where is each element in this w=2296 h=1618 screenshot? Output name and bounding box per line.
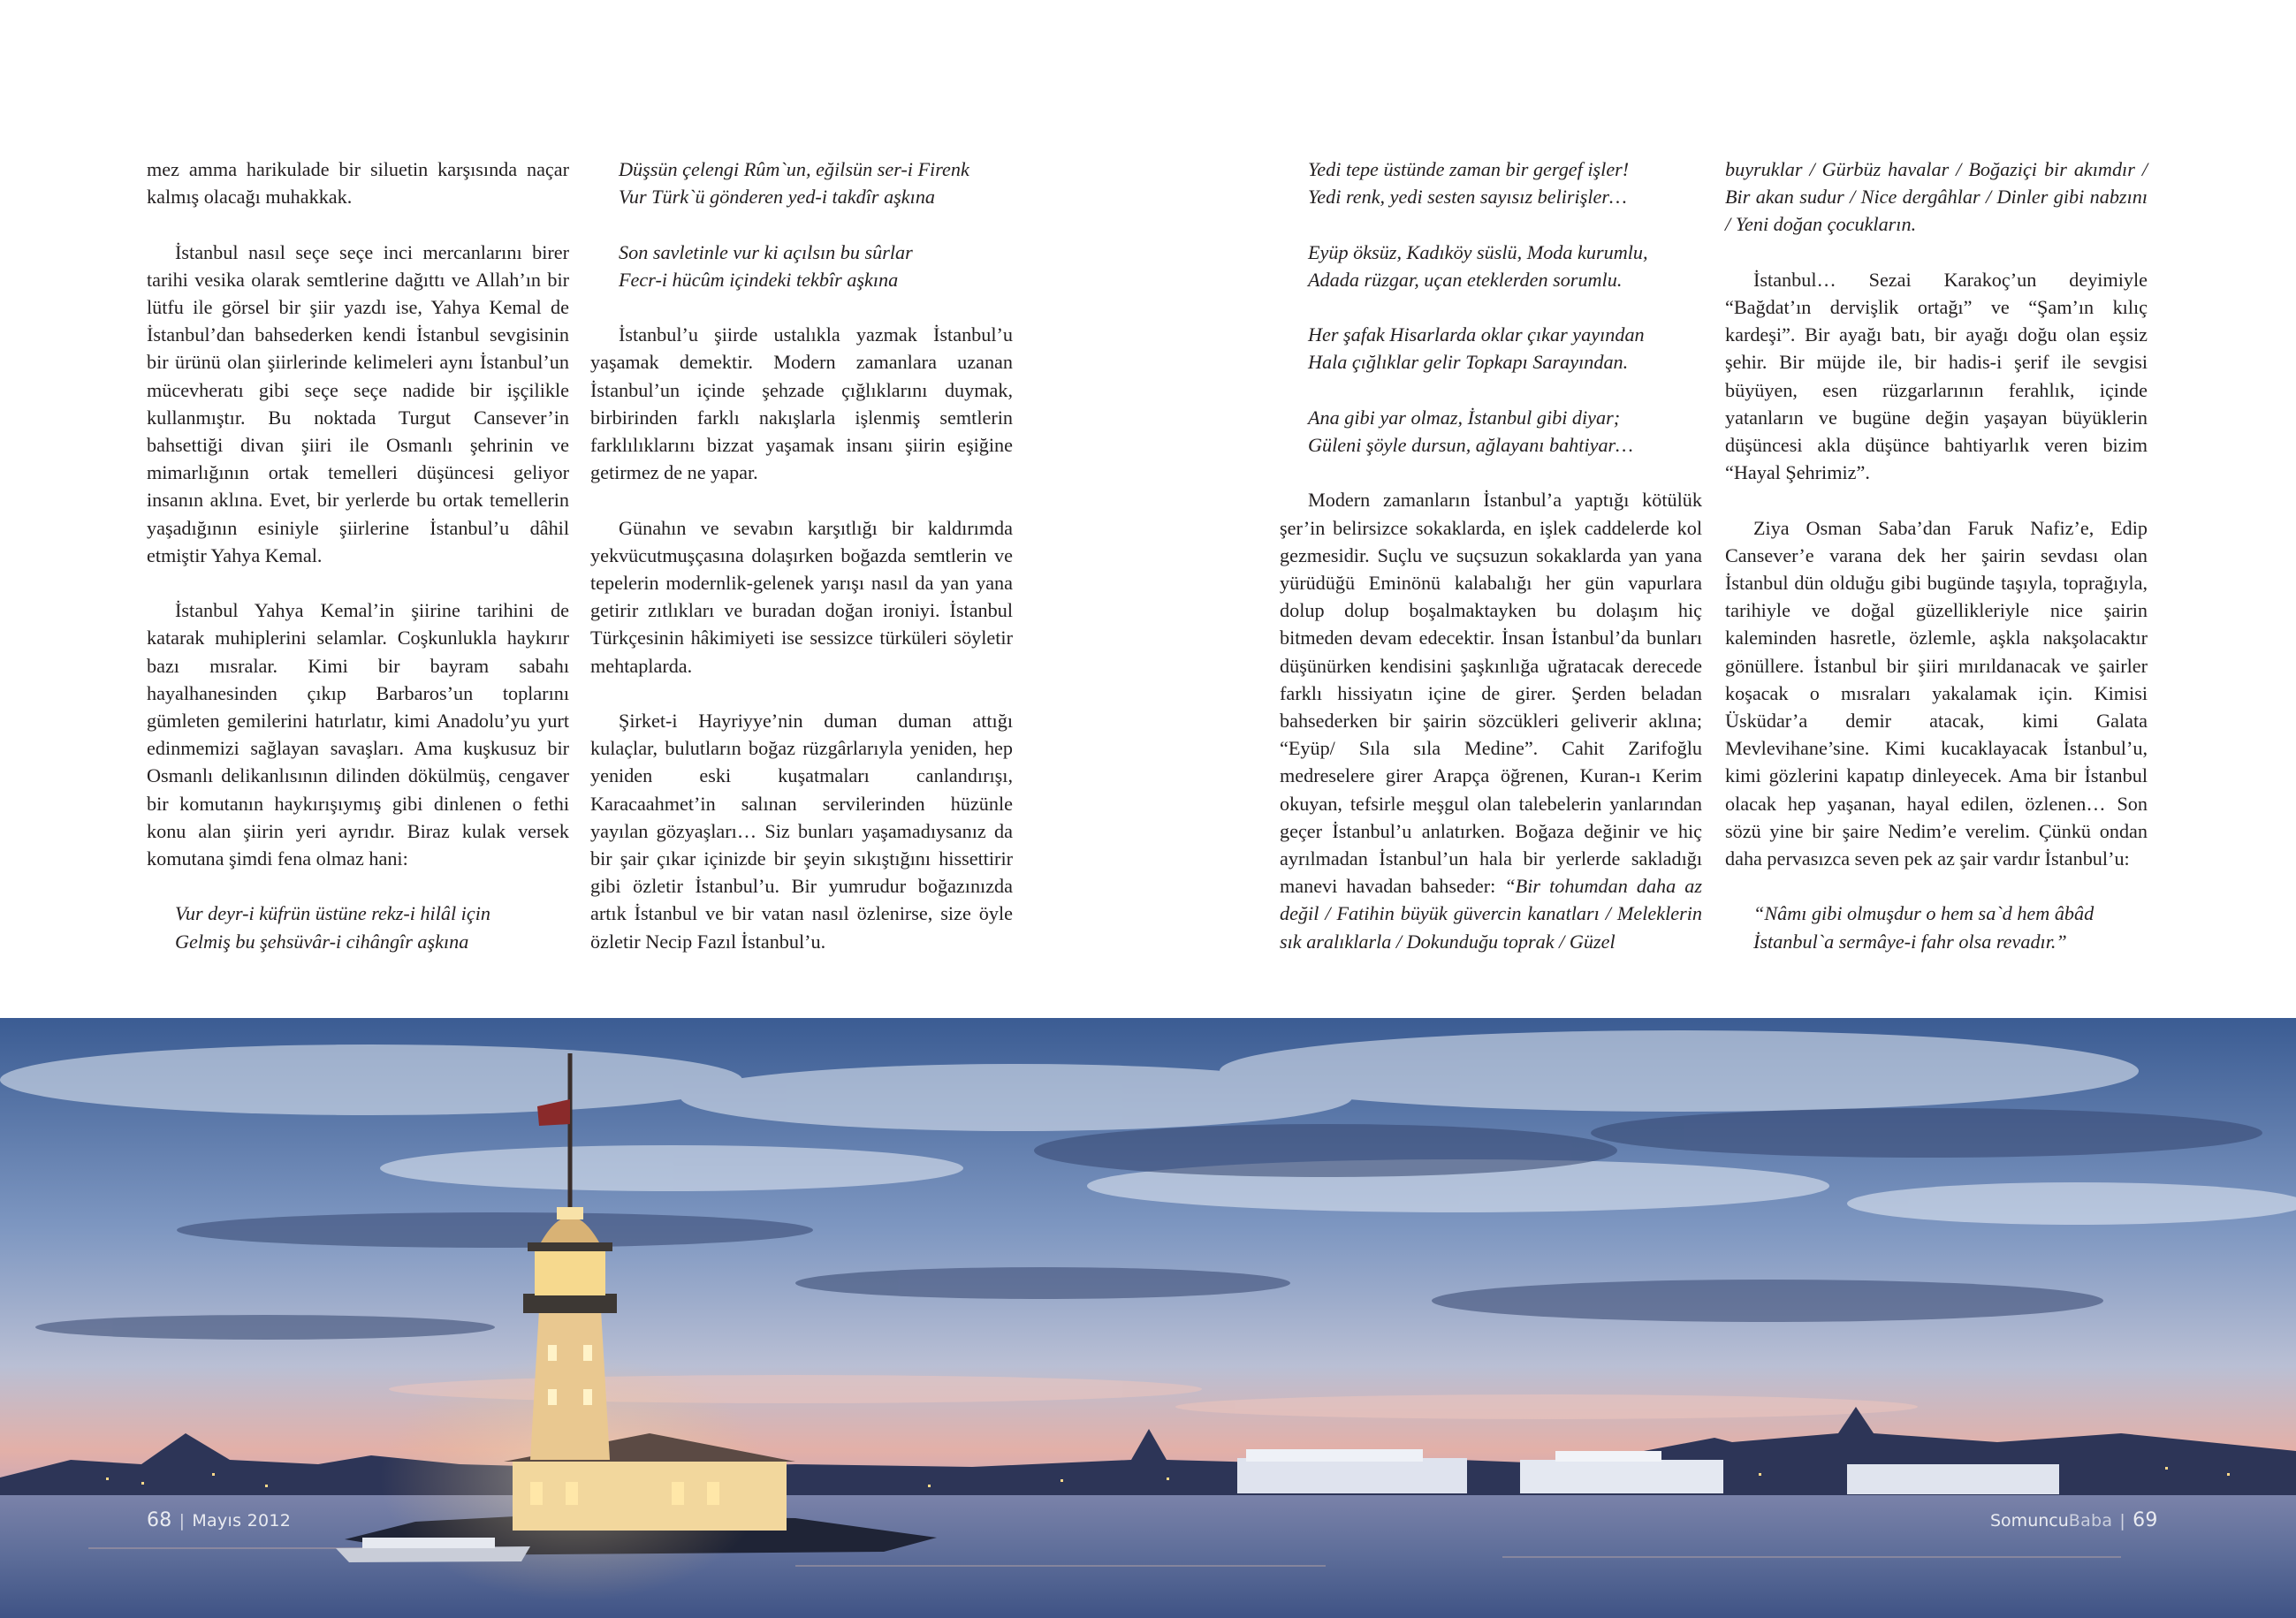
paragraph: İstanbul Yahya Kemal’in şiirine tarihini de katarak muhiplerini selamlar. Coşkunlukla haykırır bazı mısralar. Kimi bir bayram sabahı hayalhanesinden çıkıp Barbaros’un toplarını gümleten gemilerini hatırlatır, kimi Anadolu’yu yurt edinmemizi sağlayan savaşları. Ama kuşkusuz bir Osmanlı delikanlısının dilinden dökülmüş, cengaver bir komutanın haykırışıymış gibi dinlenen o fethi konu alan şiirin yeri ayrıdır. Biraz kulak versek komutana şimdi fena olmaz hani:	[147, 599, 569, 870]
magazine-brand-suffix: Baba	[2068, 1511, 2113, 1531]
column-2	[590, 156, 1013, 955]
column-1	[147, 156, 569, 955]
verse-line: Vur Türk`ü gönderen yed-i takdîr aşkına	[619, 186, 936, 209]
verse-line: Eyüp öksüz, Kadıköy süslü, Moda kurumlu,	[1308, 240, 1648, 263]
verse-stanza	[1280, 239, 1702, 293]
verse-stanza	[1280, 321, 1702, 376]
poem-quote-continued: buyruklar / Gürbüz havalar / Boğaziçi bir akımdır / Bir akan sudur / Nice dergâhlar / Dinler gibi nabzını / Yeni doğan çocukların.	[1725, 158, 2148, 236]
verse-line: Yedi tepe üstünde zaman bir gergef işler!	[1308, 158, 1630, 180]
verse-line: Adada rüzgar, uçan eteklerden sorumlu.	[1308, 268, 1623, 291]
paragraph: İstanbul nasıl seçe seçe inci mercanlarını birer tarihi vesika olarak semtlerine dağıttı ve Allah’ın bir lütfu ile görsel bir şiir yazdı ise, Yahya Kemal de İstanbul’dan bahsederken kendi İstanbul sevgisinin bir ürünü olan şiirlerinde kelimeleri aynı İstanbul’un mücevheratı gibi seçe seçe nadide bir işçilikle kullanmıştır. Bu noktada Turgut Cansever’in bahsettiği divan şiiri ile Osmanlı şehrinin ve mimarlığının ortak temelleri düşüncesi geliyor insanın aklına. Evet, bir yerlerde bu ortak temellerin yaşadığının esiniyle şiirlerine İstanbul’u dâhil etmiştir Yahya Kemal.	[147, 240, 569, 566]
column-3	[1280, 156, 1702, 955]
paragraph: Şirket-i Hayriyye’nin duman duman attığı kulaçlar, bulutların boğaz rüzgârlarıyla yeniden, hep yeniden eski kuşatmaları canlandırışı, Karacaahmet’in salınan servilerinden hüzünle yayılan gözyaşları… Siz bunları yaşamadıysanız da bir şair çıkar içinizde bir şeyin sıkıştığını hissettirir gibi özletir İstanbul’u. Bir yumrudur boğazınızda artık İstanbul ve bir vatan nasıl özlenirse, size öyle özletir Necip Fazıl İstanbul’u.	[590, 710, 1013, 953]
page-number: 68	[147, 1509, 172, 1531]
verse-line: Son savletinle vur ki açılsın bu sûrlar	[619, 240, 913, 263]
maidens-tower-bosphorus-photo	[0, 1018, 2296, 1618]
verse-line: Vur deyr-i küfrün üstüne rekz-i hilâl için	[175, 902, 490, 925]
column-4	[1725, 156, 2148, 955]
page-number: 69	[2133, 1509, 2158, 1531]
magazine-brand: Somuncu	[1990, 1511, 2069, 1531]
verse-line: Düşsün çelengi Rûm`un, eğilsün ser-i Firenk	[619, 158, 969, 180]
paragraph	[1280, 486, 1702, 954]
left-page-footer: 68 | Mayıs 2012	[147, 1509, 292, 1531]
poem-quote-italic: “Bir tohumdan daha az değil / Fatihin büyük güvercin kanatları / Meleklerin sık aralıklarla / Dokunduğu toprak / Güzel	[1280, 875, 1702, 953]
verse-line: Yedi renk, yedi sesten sayısız belirişler…	[1308, 186, 1627, 209]
paragraph-text: Modern zamanların İstanbul’a yaptığı kötülük şer’in belirsizce sokaklarda, en işlek caddelerde kol gezmesidir. Suçlu ve suçsuzun sokaklarda yan yana yürüdüğü Eminönü kalabalığı her gün vapurlara dolup dolup boşalmaktayken bu dolaşım hiç bitmeden devam edecektir. İnsan İstanbul’da bunları düşünürken kendisini şaşkınlığa uğratacak derecede farklı hissiyatın içine de girer. Şerden beladan bahsederken bir şairin sözcükleri geliverir aklına; “Eyüp/ Sıla sıla Medine”. Cahit Zarifoğlu medreselere girer Arapça öğrenen, Kuran-ı Kerim okuyan, tefsirle meşgul olan talebelerin yanlarından geçer İstanbul’u anlatırken. Boğaza değinir ve hiç ayrılmadan İstanbul’un hala bir yerlerde sakladığı manevi havadan bahseder:	[1280, 489, 1702, 898]
verse-stanza	[590, 156, 1013, 210]
paragraph: Günahın ve sevabın karşıtlığı bir kaldırımda yekvücutmuşçasına dolaşırken boğazda semtlerin ve tepelerin modernlik-gelenek yarışı nasıl da yan yana getirir zıtlıkları ve buradan doğan ironiyi. İstanbul Türkçesinin hâkimiyeti ise sessizce türküleri söyletir mehtaplarda.	[590, 516, 1013, 677]
verse-stanza	[1725, 900, 2148, 954]
verse-line: Ana gibi yar olmaz, İstanbul gibi diyar;	[1308, 406, 1621, 429]
verse-line: “Nâmı gibi olmuşdur o hem sa`d hem âbâd	[1753, 902, 2095, 925]
verse-stanza	[147, 900, 569, 954]
paragraph: İstanbul… Sezai Karakoç’un deyimiyle “Bağdat’ın dervişlik ortağı” ve “Şam’ın kılıç kardeşi”. Bir ayağı batı, bir ayağı doğu olan eşsiz şehir. Bir müjde ile, bir hadis-i şerif ile sevgisi büyüyen, esen rüzgarlarının ferahlık, içinde yatanların ve bugüne değin yaşayan büyüklerin düşüncesi akla düşünce bahtiyarlık veren bizim “Hayal Şehrimiz”.	[1725, 268, 2148, 484]
paragraph: İstanbul’u şiirde ustalıkla yazmak İstanbul’u yaşamak demektir. Modern zamanlara uzanan İstanbul’un içinde şehzade çığlıklarını duymak, birbirinden farklı nakışlarla işlenmiş semtlerin farklılıklarını bizzat yaşamak insanı şiirin eşiğine getirmez de ne yapar.	[590, 323, 1013, 484]
verse-stanza	[1280, 156, 1702, 210]
paragraph: mez amma harikulade bir siluetin karşısında naçar kalmış olacağı muhakkak.	[147, 158, 569, 209]
verse-line: Her şafak Hisarlarda oklar çıkar yayından	[1308, 323, 1645, 346]
verse-stanza	[1280, 404, 1702, 459]
verse-stanza	[590, 239, 1013, 293]
verse-line: Hala çığlıklar gelir Topkapı Sarayından.	[1308, 351, 1629, 374]
verse-line: Güleni şöyle dursun, ağlayanı bahtiyar…	[1308, 433, 1633, 456]
verse-line: İstanbul`a sermâye-i fahr olsa revadır.”	[1753, 930, 2067, 953]
right-page-footer: SomuncuBaba | 69	[1990, 1509, 2158, 1531]
paragraph: Ziya Osman Saba’dan Faruk Nafiz’e, Edip Cansever’e varana dek her şairin sevdası olan İstanbul dün olduğu gibi bugünde taşıyla, toprağıyla, tarihiyle ve doğal güzellikleriyle nice şairin kaleminden hasretle, özlemle, aşkla nakşolacaktır gönüllere. İstanbul bir şiiri mırıldanacak ve şairler koşacak o mısraları yakalamak için. Kimisi Üsküdar’a demir atacak, kimi Galata Mevlevihane’sine. Kimi kucaklayacak İstanbul’u, kimi gözlerini kapatıp dinleyecek. Ama bir İstanbul olacak hep yaşanan, hayal edilen, özlenen… Son sözü yine bir şaire Nedim’e verelim. Çünkü ondan daha pervasızca seven pek az şair vardır İstanbul’u:	[1725, 516, 2148, 870]
verse-line: Fecr-i hücûm içindeki tekbîr aşkına	[619, 268, 899, 291]
verse-line: Gelmiş bu şehsüvâr-i cihângîr aşkına	[175, 930, 469, 953]
issue-date: Mayıs 2012	[192, 1511, 292, 1531]
